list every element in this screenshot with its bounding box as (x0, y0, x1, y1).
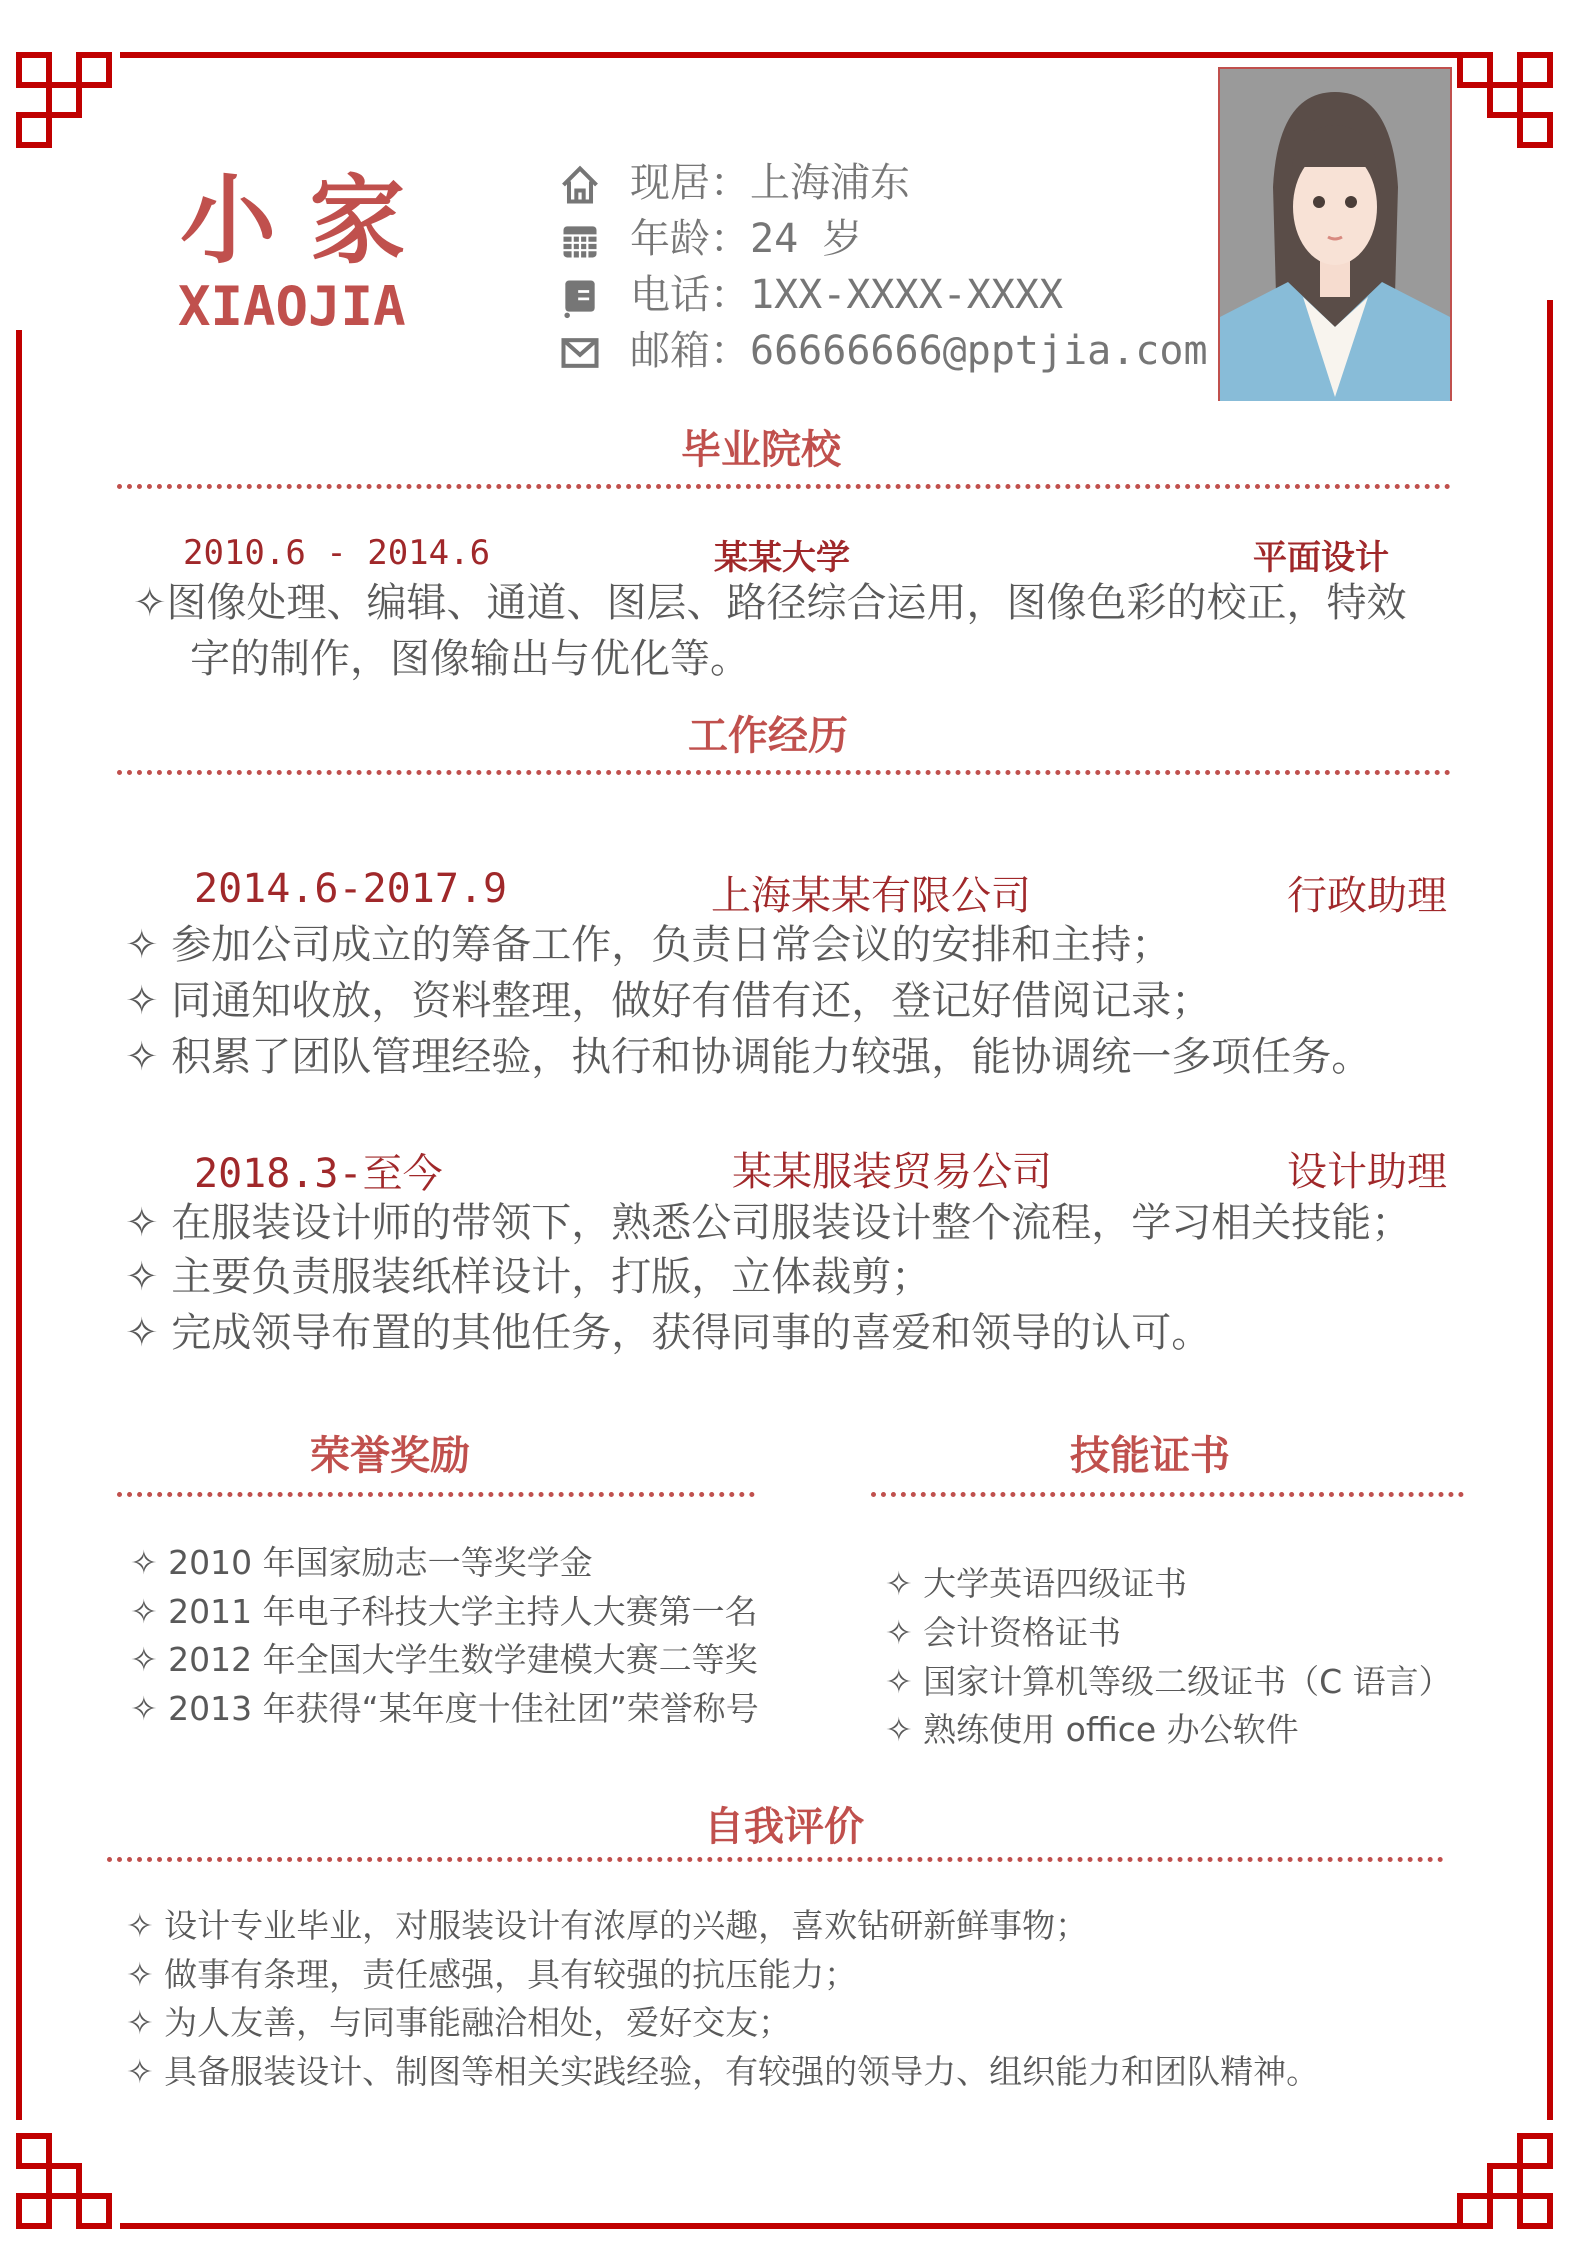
section-divider (117, 484, 1451, 489)
home-icon (558, 163, 602, 207)
info-age: 年龄：24 岁 (558, 216, 862, 263)
skill-item: ✧ 会计资格证书 (885, 1613, 1122, 1652)
education-school: 某某大学 (714, 538, 850, 578)
info-email: 邮箱：66666666@pptjia.com (558, 328, 1208, 375)
job-company: 上海某某有限公司 (711, 873, 1031, 919)
skill-item: ✧ 大学英语四级证书 (885, 1564, 1188, 1603)
calendar-icon (558, 219, 602, 263)
section-title-honors: 荣誉奖励 (310, 1433, 470, 1479)
section-title-self: 自我评价 (704, 1804, 864, 1850)
section-title-skills: 技能证书 (1070, 1433, 1230, 1479)
job-bullet: ✧ 在服装设计师的带领下，熟悉公司服装设计整个流程，学习相关技能； (125, 1200, 1412, 1246)
name-chinese: 小 家 (180, 165, 406, 277)
section-divider (871, 1492, 1464, 1497)
education-desc-cont: 字的制作，图像输出与优化等。 (190, 636, 750, 682)
self-item: ✧ 设计专业毕业，对服装设计有浓厚的兴趣，喜欢钻研新鲜事物； (126, 1906, 1089, 1945)
job-bullet: ✧ 同通知收放，资料整理，做好有借有还，登记好借阅记录； (125, 978, 1212, 1024)
education-date: 2010.6 - 2014.6 (183, 533, 491, 573)
section-title-work: 工作经历 (688, 713, 848, 759)
skill-item: ✧ 熟练使用 office 办公软件 (885, 1710, 1299, 1749)
honor-item: ✧ 2013 年获得“某年度十佳社团”荣誉称号 (130, 1689, 759, 1728)
education-desc: ✧图像处理、编辑、通道、图层、路径综合运用，图像色彩的校正，特效 (133, 580, 1407, 626)
job-date: 2018.3-至今 (194, 1151, 443, 1197)
self-item: ✧ 为人友善，与同事能融洽相处，爱好交友； (126, 2003, 792, 2042)
info-phone: 电话：1XX-XXXX-XXXX (558, 272, 1063, 319)
job-bullet: ✧ 完成领导布置的其他任务，获得同事的喜爱和领导的认可。 (125, 1310, 1212, 1356)
profile-photo (1218, 67, 1452, 401)
job-bullet: ✧ 积累了团队管理经验，执行和协调能力较强，能协调统一多项任务。 (125, 1034, 1372, 1080)
section-divider (117, 1492, 755, 1497)
education-major: 平面设计 (1253, 538, 1389, 578)
mail-icon (558, 331, 602, 375)
section-divider (107, 1857, 1444, 1862)
info-address: 现居：上海浦东 (558, 160, 910, 207)
honor-item: ✧ 2012 年全国大学生数学建模大赛二等奖 (130, 1640, 758, 1679)
job-company: 某某服装贸易公司 (732, 1149, 1052, 1195)
honor-item: ✧ 2011 年电子科技大学主持人大赛第一名 (130, 1592, 758, 1631)
job-bullet: ✧ 主要负责服装纸样设计，打版，立体裁剪； (125, 1254, 932, 1300)
job-date: 2014.6-2017.9 (194, 866, 508, 912)
phone-icon (558, 275, 602, 319)
name-english: XIAOJIA (178, 275, 406, 338)
skill-item: ✧ 国家计算机等级二级证书（C 语言） (885, 1662, 1452, 1701)
self-item: ✧ 具备服装设计、制图等相关实践经验，有较强的领导力、组织能力和团队精神。 (126, 2052, 1320, 2091)
honor-item: ✧ 2010 年国家励志一等奖学金 (130, 1543, 593, 1582)
section-divider (117, 770, 1451, 775)
job-position: 设计助理 (1287, 1149, 1447, 1195)
job-position: 行政助理 (1287, 873, 1447, 919)
section-title-education: 毕业院校 (681, 427, 841, 473)
job-bullet: ✧ 参加公司成立的筹备工作，负责日常会议的安排和主持； (125, 922, 1172, 968)
self-item: ✧ 做事有条理，责任感强，具有较强的抗压能力； (126, 1955, 858, 1994)
